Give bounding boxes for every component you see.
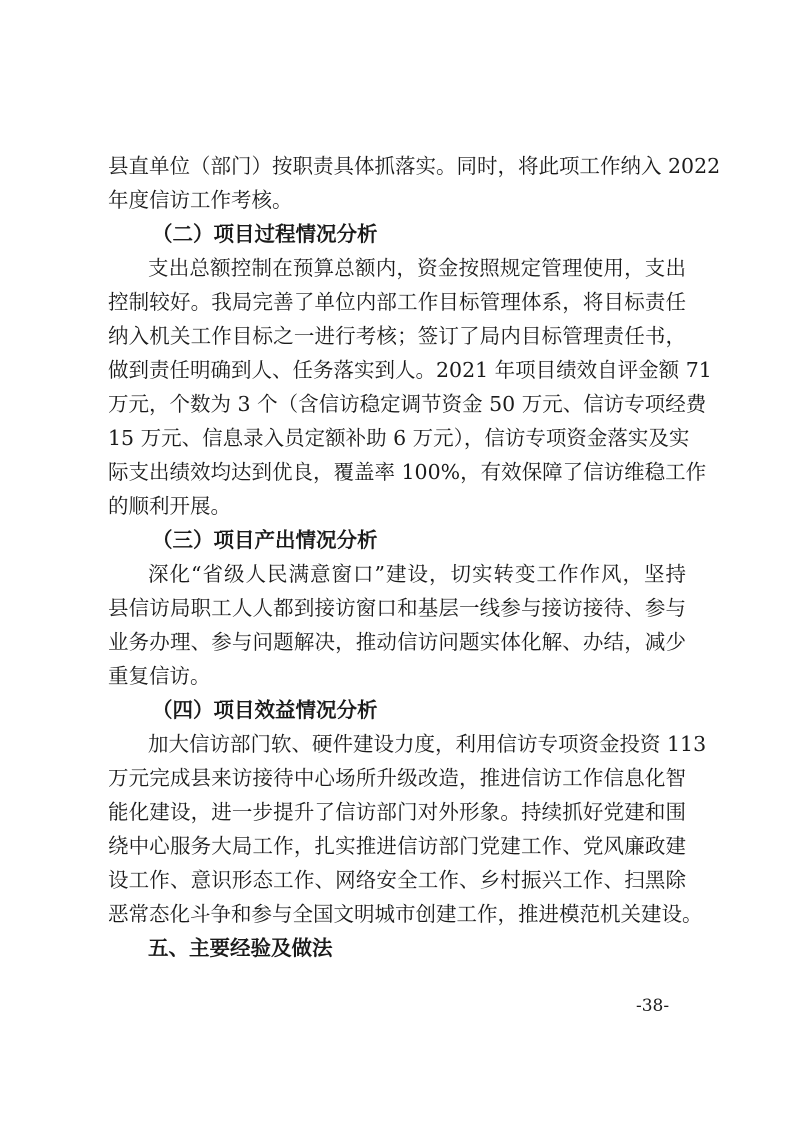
paragraph-line: 15 万元、信息录入员定额补助 6 万元），信访专项资金落实及实: [108, 426, 690, 450]
paragraph-line: 的顺利开展。: [108, 494, 231, 518]
section-heading: （二）项目过程情况分析: [152, 222, 378, 246]
paragraph-line: 能化建设，进一步提升了信访部门对外形象。持续抓好党建和围: [108, 800, 686, 824]
paragraph-line: 绕中心服务大局工作，扎实推进信访部门党建工作、党风廉政建: [108, 834, 686, 858]
paragraph-line: 恶常态化斗争和参与全国文明城市创建工作，推进模范机关建设。: [108, 902, 703, 926]
paragraph-line: 支出总额控制在预算总额内，资金按照规定管理使用，支出: [148, 256, 686, 280]
paragraph-line: 深化“省级人民满意窗口”建设，切实转变工作作风，坚持: [148, 562, 686, 586]
paragraph-line: 县直单位（部门）按职责具体抓落实。同时，将此项工作纳入 2022: [108, 154, 721, 178]
paragraph-line: 业务办理、参与问题解决，推动信访问题实体化解、办结，减少: [108, 630, 686, 654]
paragraph-line: 县信访局职工人人都到接访窗口和基层一线参与接访接待、参与: [108, 596, 686, 620]
paragraph-line: 年度信访工作考核。: [108, 188, 293, 212]
paragraph-line: 加大信访部门软、硬件建设力度，利用信访专项资金投资 113: [148, 732, 707, 756]
paragraph-line: 做到责任明确到人、任务落实到人。2021 年项目绩效自评金额 71: [108, 358, 712, 382]
paragraph-line: 际支出绩效均达到优良，覆盖率 100%，有效保障了信访维稳工作: [108, 460, 707, 484]
paragraph-line: 设工作、意识形态工作、网络安全工作、乡村振兴工作、扫黑除: [108, 868, 686, 892]
paragraph-line: 控制较好。我局完善了单位内部工作目标管理体系，将目标责任: [108, 290, 686, 314]
paragraph-line: 重复信访。: [108, 664, 211, 688]
chapter-heading: 五、主要经验及做法: [148, 936, 333, 960]
section-heading: （三）项目产出情况分析: [152, 528, 378, 552]
paragraph-line: 万元，个数为 3 个（含信访稳定调节资金 50 万元、信访专项经费: [108, 392, 707, 416]
page-number: -38-: [636, 996, 670, 1016]
paragraph-line: 万元完成县来访接待中心场所升级改造，推进信访工作信息化智: [108, 766, 686, 790]
section-heading: （四）项目效益情况分析: [152, 698, 378, 722]
paragraph-line: 纳入机关工作目标之一进行考核；签订了局内目标管理责任书，: [108, 324, 686, 348]
